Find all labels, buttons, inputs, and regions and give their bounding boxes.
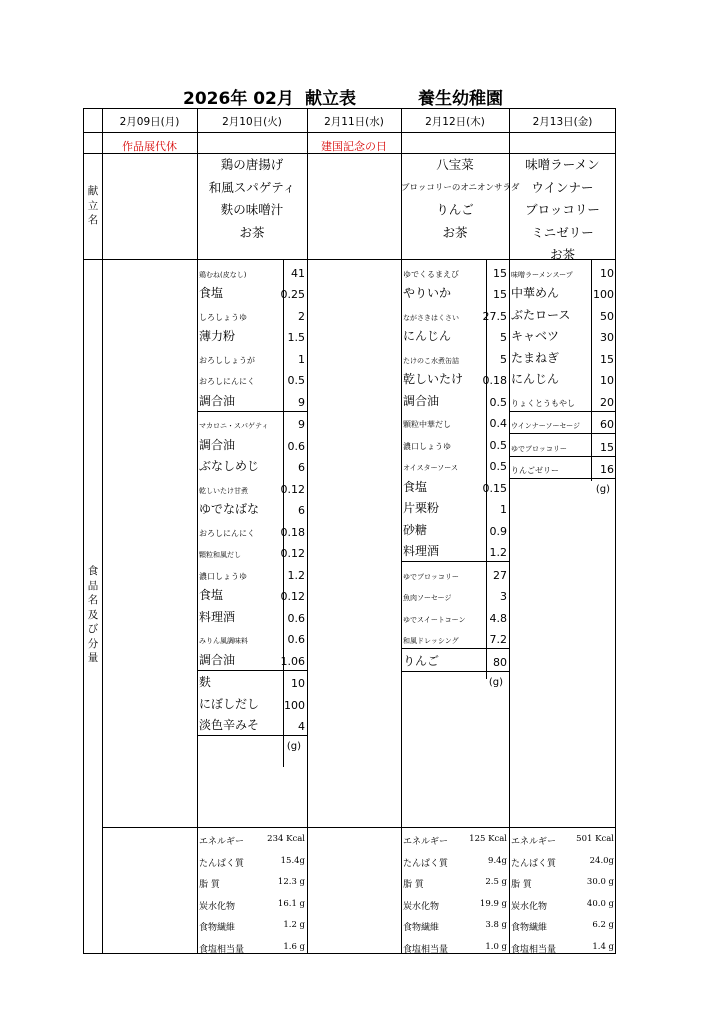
ingredient-row: しろしょうゆ 2 — [199, 309, 305, 323]
dish-item: 麩の味噌汁 — [220, 202, 284, 217]
grid-line — [102, 827, 616, 828]
ingredients-tue — [197, 260, 307, 758]
row-label-menu: 献立名 — [87, 185, 99, 226]
ingredient-row: おろししょうが 1 — [199, 352, 305, 366]
nutrition-row: 炭水化物 16.1 g — [199, 898, 305, 912]
dish-item: お茶 — [239, 224, 265, 240]
ingredient-row: にぼしだし 100 — [199, 696, 305, 712]
nutrition-row: 食塩相当量 1.6 g — [199, 941, 305, 955]
ingredient-row: ぶなしめじ 6 — [199, 459, 305, 474]
dish-item: お茶 — [549, 247, 575, 262]
ingredient-row: 砂糖 0.9 — [403, 522, 507, 538]
nutrition-row: たんぱく質 9.4g — [403, 855, 507, 869]
nutrition-thu — [401, 829, 509, 959]
ingredient-row: ゆでスイートコーン 4.8 — [403, 611, 507, 625]
title-school: 養生幼稚園 — [418, 89, 503, 109]
ingredient-row: 濃口しょうゆ 0.5 — [403, 438, 507, 452]
ingredient-row: 中華めん 100 — [511, 286, 614, 301]
note-wed: 建国記念の日 — [321, 140, 387, 153]
ingredient-row: 料理酒 0.6 — [199, 609, 305, 625]
ingredient-row: 食塩 0.12 — [199, 588, 305, 603]
ingredient-row: オイスターソース 0.5 — [403, 460, 507, 473]
ingredient-row: キャベツ 30 — [511, 329, 614, 344]
dish-item: 鶏の唐揚げ — [220, 157, 284, 172]
ingredient-row: 味噌ラーメンスープ 10 — [511, 266, 614, 280]
ingredient-row: おろしにんにく 0.18 — [199, 525, 305, 539]
ingredient-row: みりん風調味料 0.6 — [199, 633, 305, 646]
ingredients-fri — [509, 260, 616, 501]
ingredient-row: ゆでブロッコリー 15 — [509, 433, 616, 456]
ingredient-row: 調合油 0.6 — [199, 437, 305, 453]
dish-item: ウインナー — [531, 179, 594, 195]
nutrition-row: 食塩相当量 1.0 g — [403, 941, 507, 955]
title-doc: 献立表 — [305, 89, 356, 109]
dish-item: ミニゼリー — [531, 224, 594, 240]
ingredient-row: ぶたロース 50 — [511, 307, 614, 323]
ingredient-row: ウインナーソーセージ 60 — [509, 411, 616, 434]
nutrition-fri — [509, 829, 616, 959]
ingredient-row: やりいか 15 — [403, 286, 507, 301]
unit-label: (g) — [509, 478, 616, 501]
unit-label: (g) — [197, 735, 307, 758]
nutrition-row: エネルギー 501 Kcal — [511, 834, 614, 847]
nutrition-tue — [197, 829, 307, 959]
ingredient-row: 鶏むね(皮なし) 41 — [199, 266, 305, 280]
ingredient-row: 和風ドレッシング 7.2 — [403, 633, 507, 646]
nutrition-row: 食物繊維 3.8 g — [403, 920, 507, 934]
nutrition-row: 炭水化物 40.0 g — [511, 898, 614, 912]
ingredient-row: にんじん 5 — [403, 329, 507, 344]
ingredient-row: 調合油 0.5 — [403, 393, 507, 409]
nutrition-row: 食物繊維 6.2 g — [511, 920, 614, 934]
ingredient-row: 調合油 1.06 — [199, 652, 305, 668]
ingredient-row: 麩 10 — [197, 670, 307, 693]
title-year-month: 2026年 02月 — [183, 89, 294, 109]
ingredients-thu — [401, 260, 509, 693]
ingredient-row: 顆粒和風だし 0.12 — [199, 547, 305, 560]
dish-item: ブロッコリー — [525, 202, 600, 217]
nutrition-row: エネルギー 125 Kcal — [403, 834, 507, 847]
date-header-mon: 2月09日(月) — [119, 116, 180, 128]
date-header-thu: 2月12日(木) — [425, 116, 485, 128]
dish-item: ブロッコリーのオニオンサラダ — [401, 182, 520, 193]
ingredient-row: 淡色辛みそ 4 — [199, 718, 305, 733]
ingredient-row: りんごゼリー 16 — [509, 456, 616, 479]
nutrition-row: 脂 質 30.0 g — [511, 877, 614, 891]
nutrition-row: たんぱく質 24.0g — [511, 855, 614, 869]
ingredient-row: にんじん 10 — [511, 372, 614, 387]
row-label-ingredients: 食品名及び分量 — [87, 565, 99, 664]
note-mon: 作品展代休 — [122, 140, 177, 153]
date-header-wed: 2月11日(水) — [324, 116, 384, 128]
dish-item: 味噌ラーメン — [525, 157, 600, 172]
unit-label: (g) — [401, 671, 509, 694]
ingredient-row: 顆粒中華だし 0.4 — [403, 417, 507, 430]
nutrition-row: エネルギー 234 Kcal — [199, 834, 305, 847]
ingredient-row: 食塩 0.25 — [199, 286, 305, 301]
ingredient-row: ながさきはくさい 27.5 — [403, 309, 507, 323]
date-header-fri: 2月13日(金) — [532, 116, 593, 128]
dish-item: 和風スパゲティ — [208, 179, 296, 195]
ingredient-row: ゆでなばな 6 — [199, 502, 305, 517]
dish-item: お茶 — [442, 224, 468, 240]
nutrition-row: 脂 質 2.5 g — [403, 877, 507, 891]
ingredient-row: おろしにんにく 0.5 — [199, 374, 305, 387]
document-title — [0, 84, 724, 108]
nutrition-row: たんぱく質 15.4g — [199, 855, 305, 869]
ingredient-row: 食塩 0.15 — [403, 479, 507, 495]
nutrition-row: 食物繊維 1.2 g — [199, 920, 305, 934]
ingredient-row: 乾しいたけ 0.18 — [403, 372, 507, 387]
dishes-fri — [509, 154, 616, 267]
ingredient-row: ゆでくるまえび 15 — [403, 266, 507, 280]
dish-item: 八宝菜 — [436, 157, 474, 172]
ingredient-row: 乾しいたけ甘煮 0.12 — [199, 482, 305, 496]
nutrition-row: 脂 質 12.3 g — [199, 877, 305, 891]
ingredient-row: たまねぎ 15 — [511, 350, 614, 366]
ingredient-row: りょくとうもやし 20 — [511, 395, 614, 409]
nutrition-row: 炭水化物 19.9 g — [403, 898, 507, 912]
nutrition-row: 食塩相当量 1.4 g — [511, 941, 614, 955]
dishes-thu — [401, 154, 520, 244]
ingredient-row: 魚肉ソーセージ 3 — [403, 590, 507, 603]
date-header-tue: 2月10日(火) — [222, 116, 282, 128]
ingredient-row: ゆでブロッコリー 27 — [401, 561, 509, 584]
ingredient-row: 料理酒 1.2 — [403, 544, 507, 559]
ingredient-row: マカロニ・スパゲティ 9 — [197, 411, 307, 434]
grid-line — [83, 132, 616, 133]
ingredient-row: 調合油 9 — [199, 393, 305, 409]
ingredient-row: 濃口しょうゆ 1.2 — [199, 568, 305, 582]
ingredient-row: 片栗粉 1 — [403, 501, 507, 516]
ingredient-row: りんご 80 — [401, 648, 509, 671]
dish-item: りんご — [436, 202, 474, 217]
dishes-tue — [197, 154, 307, 244]
ingredient-row: 薄力粉 1.5 — [199, 329, 305, 344]
ingredient-row: たけのこ水煮缶詰 5 — [403, 352, 507, 366]
